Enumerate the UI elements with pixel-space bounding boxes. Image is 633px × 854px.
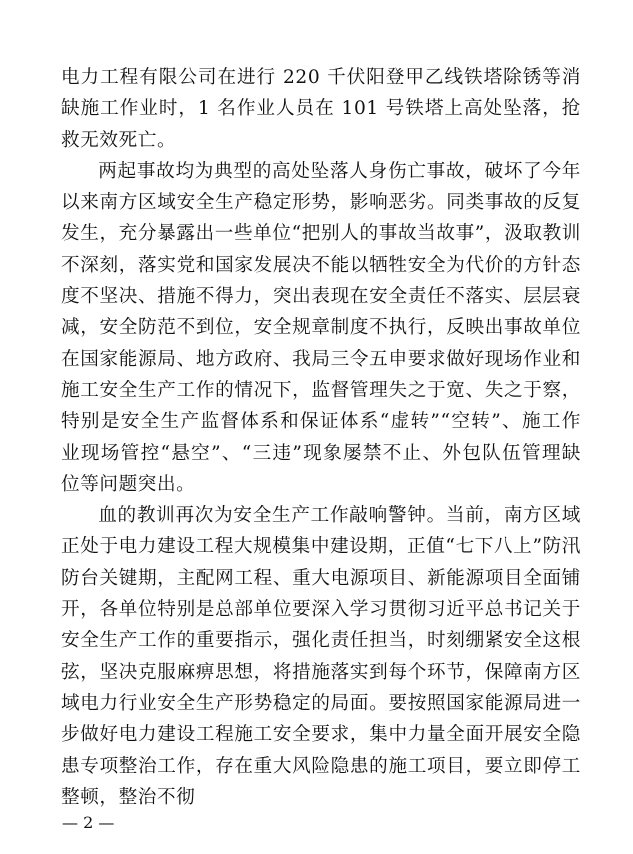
page-number: — 2 — xyxy=(62,813,115,832)
paragraph-safety-requirements: 血的教训再次为安全生产工作敲响警钟。当前，南方区域正处于电力建设工程大规模集中建设期，正值“七下八上”防汛防台关键期，主配网工程、重大电源项目、新能源项目全面铺开，各单位特别是总部单位要深入学习贯彻习近平总书记关于安全生产工作的重要指示，强化责任担当，时刻绷紧安全这根弦，坚决克服麻痹思想，将措施落实到每个环节，保障南方区域电力行业安全生产形势稳定的局面。要按照国家能源局进一步做好电力建设工程施工安全要求，集中力量全面开展安全隐患专项整治工作，存在重大风险隐患的施工项目，要立即停工整顿，整治不彻 xyxy=(61,505,581,808)
paragraph-accident-analysis: 两起事故均为典型的高处坠落人身伤亡事故，破坏了今年以来南方区域安全生产稳定形势，影响恶劣。同类事故的反复发生，充分暴露出一些单位“把别人的事故当故事”，汲取教训不深刻，落实党和国家发展决不能以牺牲安全为代价的方针态度不坚决、措施不得力，突出表现在安全责任不落实、层层衰减，安全防范不到位，安全规章制度不执行，反映出事故单位在国家能源局、地方政府、我局三令五申要求做好现场作业和施工安全生产工作的情况下，监督管理失之于宽、失之于察，特别是安全生产监督体系和保证体系“虚转”“空转”、施工作业现场管控“悬空”、“三违”现象屡禁不止、外包队伍管理缺位等问题突出。 xyxy=(61,160,581,495)
paragraph-continuation: 电力工程有限公司在进行 220 千伏阳登甲乙线铁塔除锈等消缺施工作业时，1 名作业人员在 101 号铁塔上高处坠落，抢救无效死亡。 xyxy=(61,67,581,151)
document-body xyxy=(61,62,581,813)
